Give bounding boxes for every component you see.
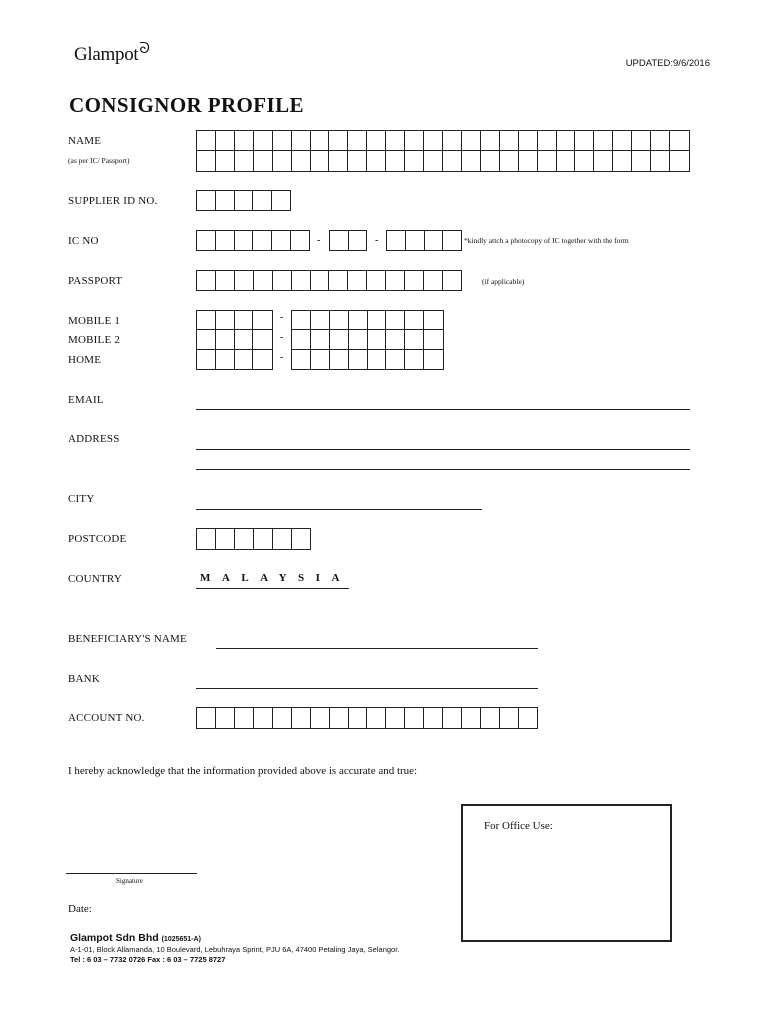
char-box[interactable] [216,191,235,210]
char-box[interactable] [613,131,632,151]
char-box[interactable] [254,151,273,171]
address-label: ADDRESS [68,433,120,445]
char-box[interactable] [367,131,386,151]
supplier-id-input[interactable] [196,190,291,211]
char-box[interactable] [235,151,254,171]
mobile2-dash: - [280,332,284,343]
bank-label: BANK [68,673,100,685]
char-box[interactable] [424,151,443,171]
phone-number-grid[interactable] [291,310,444,370]
char-box[interactable] [330,350,349,369]
char-box[interactable] [519,151,538,171]
char-box[interactable] [632,151,651,171]
name-sublabel: (as per IC/ Passport) [68,156,130,165]
char-box[interactable] [329,271,348,290]
char-box[interactable] [216,131,235,151]
char-box[interactable] [557,151,576,171]
beneficiary-label: BENEFICIARY'S NAME [68,633,187,645]
char-box[interactable] [349,350,368,369]
char-box[interactable] [292,311,311,330]
ic-dash-2: - [375,235,379,246]
char-box[interactable] [405,708,424,728]
char-box[interactable] [594,151,613,171]
char-box[interactable] [367,151,386,171]
char-box[interactable] [462,708,481,728]
char-box[interactable] [386,311,405,330]
char-box[interactable] [253,330,272,349]
char-box[interactable] [311,330,330,349]
char-box[interactable] [368,330,387,349]
char-box[interactable] [197,708,216,728]
logo-text: Glampot [74,44,139,65]
supplier-id-label: SUPPLIER ID NO. [68,195,158,207]
char-box[interactable] [594,131,613,151]
char-box[interactable] [500,151,519,171]
char-box[interactable] [462,131,481,151]
acknowledgement-text: I hereby acknowledge that the information provided above is accurate and true: [68,765,418,777]
city-line[interactable] [196,509,482,510]
char-box[interactable] [254,271,273,290]
ic-part2-input[interactable] [329,230,367,251]
char-box[interactable] [424,708,443,728]
char-box[interactable] [481,131,500,151]
char-box[interactable] [670,131,689,151]
city-label: CITY [68,493,95,505]
char-box[interactable] [330,231,349,250]
char-box[interactable] [216,311,235,330]
char-box[interactable] [216,529,235,549]
char-box[interactable] [443,231,461,250]
char-box[interactable] [311,151,330,171]
char-box[interactable] [406,231,425,250]
char-box[interactable] [349,708,368,728]
char-box[interactable] [235,350,254,369]
char-box[interactable] [272,231,291,250]
ic-dash-1: - [317,235,321,246]
signature-label: Signature [116,877,143,885]
company-logo [74,41,150,66]
char-box[interactable] [557,131,576,151]
beneficiary-line[interactable] [216,648,538,649]
char-box[interactable] [425,231,444,250]
char-box[interactable] [330,330,349,349]
char-box[interactable] [386,350,405,369]
passport-input[interactable] [196,270,462,291]
char-box[interactable] [197,231,216,250]
char-box[interactable] [651,131,670,151]
char-box[interactable] [386,271,405,290]
char-box[interactable] [538,151,557,171]
passport-label: PASSPORT [68,275,123,287]
mobile2-label: MOBILE 2 [68,334,121,346]
char-box[interactable] [348,151,367,171]
char-box[interactable] [405,330,424,349]
char-box[interactable] [197,311,216,330]
name-label: NAME [68,135,102,147]
char-box[interactable] [651,151,670,171]
char-box[interactable] [197,350,216,369]
char-box[interactable] [291,231,309,250]
char-box[interactable] [292,151,311,171]
passport-note: (if applicable) [482,277,525,286]
email-label: EMAIL [68,394,104,406]
home-dash: - [280,352,284,363]
bank-line[interactable] [196,688,538,689]
char-box[interactable] [386,131,405,151]
country-label: COUNTRY [68,573,122,585]
char-box[interactable] [253,191,272,210]
char-box[interactable] [216,231,235,250]
ic-part1-input[interactable] [196,230,310,251]
char-box[interactable] [235,529,254,549]
char-box[interactable] [330,708,349,728]
char-box[interactable] [367,271,386,290]
char-box[interactable] [443,131,462,151]
char-box[interactable] [424,131,443,151]
char-box[interactable] [443,151,462,171]
updated-date: UPDATED:9/6/2016 [625,58,710,69]
char-box[interactable] [273,271,292,290]
char-box[interactable] [538,131,557,151]
home-label: HOME [68,354,102,366]
char-box[interactable] [292,529,310,549]
char-box[interactable] [235,330,254,349]
char-box[interactable] [197,529,216,549]
char-box[interactable] [386,708,405,728]
char-box[interactable] [235,131,254,151]
signature-line[interactable] [66,873,197,874]
char-box[interactable] [367,708,386,728]
company-name-text: Glampot Sdn Bhd [70,932,159,944]
char-box[interactable] [216,350,235,369]
char-box[interactable] [405,151,424,171]
mobile1-label: MOBILE 1 [68,315,121,327]
char-box[interactable] [197,151,216,171]
char-box[interactable] [632,131,651,151]
char-box[interactable] [197,271,216,290]
char-box[interactable] [235,271,254,290]
char-box[interactable] [254,529,273,549]
char-box[interactable] [405,350,424,369]
char-box[interactable] [254,131,273,151]
char-box[interactable] [235,708,254,728]
char-box[interactable] [253,350,272,369]
name-input-grid[interactable] [196,130,690,172]
char-box[interactable] [405,311,424,330]
char-box[interactable] [349,311,368,330]
company-contact: Tel : 6 03 – 7732 0726 Fax : 6 03 – 7725 8727 [70,955,226,964]
char-box[interactable] [216,330,235,349]
char-box[interactable] [253,311,272,330]
account-input[interactable] [196,707,538,729]
char-box[interactable] [254,708,273,728]
mobile1-dash: - [280,312,284,323]
postcode-input[interactable] [196,528,311,550]
char-box[interactable] [311,271,330,290]
char-box[interactable] [235,191,254,210]
char-box[interactable] [405,131,424,151]
char-box[interactable] [575,131,594,151]
char-box[interactable] [292,131,311,151]
date-label: Date: [68,903,92,915]
char-box[interactable] [349,231,367,250]
char-box[interactable] [348,271,367,290]
char-box[interactable] [272,191,290,210]
char-box[interactable] [273,529,292,549]
account-label: ACCOUNT NO. [68,712,145,724]
char-box[interactable] [273,708,292,728]
address-line-1[interactable] [196,449,690,450]
char-box[interactable] [311,311,330,330]
char-box[interactable] [670,151,689,171]
char-box[interactable] [481,708,500,728]
char-box[interactable] [575,151,594,171]
char-box[interactable] [613,151,632,171]
char-box[interactable] [424,330,443,349]
char-box[interactable] [330,311,349,330]
company-reg: (1025651-A) [161,936,201,943]
char-box[interactable] [368,350,387,369]
char-box[interactable] [292,708,311,728]
country-line [196,588,349,589]
char-box[interactable] [292,271,311,290]
ic-note: *kindly attch a photocopy of IC together with the form [464,236,629,245]
page-title: CONSIGNOR PROFILE [69,93,304,117]
char-box[interactable] [197,330,216,349]
char-box[interactable] [197,131,216,151]
char-box[interactable] [424,311,443,330]
char-box[interactable] [519,131,538,151]
char-box[interactable] [405,271,424,290]
company-name [70,932,201,944]
char-box[interactable] [424,350,443,369]
char-box[interactable] [216,151,235,171]
char-box[interactable] [349,330,368,349]
ic-part3-input[interactable] [386,230,462,251]
country-value: MALAYSIA [200,572,351,584]
address-line-2[interactable] [196,469,690,470]
logo-mark-icon: ᘐ [139,41,150,57]
char-box[interactable] [311,350,330,369]
char-box[interactable] [329,151,348,171]
char-box[interactable] [348,131,367,151]
char-box[interactable] [235,231,254,250]
char-box[interactable] [329,131,348,151]
char-box[interactable] [500,708,519,728]
char-box[interactable] [443,708,462,728]
char-box[interactable] [443,271,461,290]
ic-no-label: IC NO [68,235,99,247]
char-box[interactable] [462,151,481,171]
char-box[interactable] [292,350,311,369]
char-box[interactable] [197,191,216,210]
char-box[interactable] [235,311,254,330]
char-box[interactable] [481,151,500,171]
char-box[interactable] [500,131,519,151]
char-box[interactable] [311,131,330,151]
char-box[interactable] [216,271,235,290]
char-box[interactable] [519,708,537,728]
email-line[interactable] [196,409,690,410]
char-box[interactable] [273,131,292,151]
company-address: A-1-01, Block Allamanda, 10 Boulevard, Lebuhraya Sprint, PJU 6A, 47400 Petaling Jaya, Selangor. [70,945,400,954]
char-box[interactable] [386,151,405,171]
char-box[interactable] [368,311,387,330]
phone-prefix-grid[interactable] [196,310,273,370]
char-box[interactable] [387,231,406,250]
char-box[interactable] [386,330,405,349]
char-box[interactable] [273,151,292,171]
char-box[interactable] [216,708,235,728]
char-box[interactable] [292,330,311,349]
char-box[interactable] [311,708,330,728]
char-box[interactable] [253,231,272,250]
office-use-label: For Office Use: [484,820,553,832]
postcode-label: POSTCODE [68,533,127,545]
char-box[interactable] [424,271,443,290]
